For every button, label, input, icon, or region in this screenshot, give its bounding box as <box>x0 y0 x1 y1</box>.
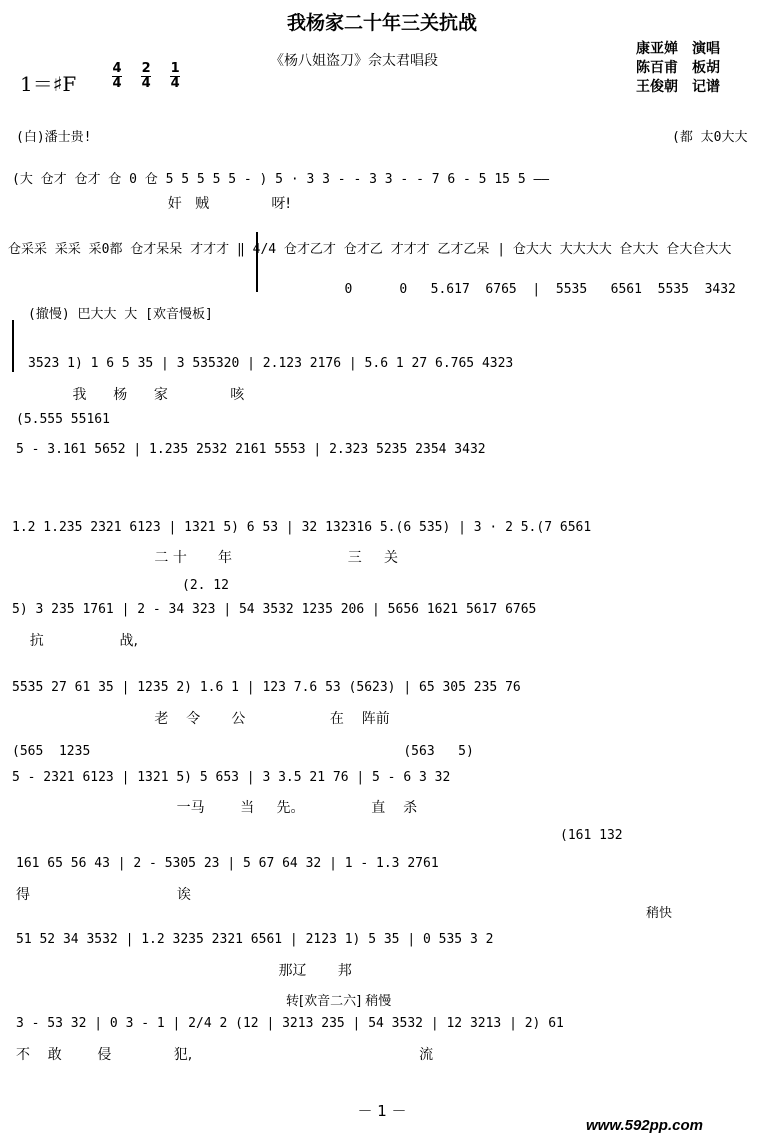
ornament-row-4: (5.555 55161 <box>16 412 110 427</box>
system-bracket <box>12 320 14 372</box>
lyric-row-6: 抗 战, <box>12 633 138 649</box>
score-row-2a: 仓采采 采采 采0都 仓才呆呆 才才才 ‖ 4/4 仓才乙才 仓才乙 才才才 乙才乙呆 | 仓大大 大大大大 仺大大 仺大仺大大 <box>8 242 732 257</box>
score-row-8: 5 - 2321 6123 | 1321 5) 5 653 | 3 3.5 21 76 | 5 - 6 3 32 <box>12 770 451 785</box>
credit-banhu: 陈百甫 板胡 <box>636 60 720 76</box>
score-row-11: 3 - 53 32 | 0 3 - 1 | 2/4 2 (12 | 3213 235 | 54 3532 | 12 3213 | 2) 61 <box>16 1016 564 1031</box>
time-signatures <box>112 62 194 91</box>
score-row-1: (大 仓才 仓才 仓 0 仓 5 5 5 5 5 - ) 5 · 3 3 - - 3 3 - - 7 6 - 5 15 5 —— <box>12 172 550 187</box>
key-signature: 1＝♯F <box>20 72 77 96</box>
meter-1-4: $\frac{1}{4}$ <box>170 61 180 91</box>
spoken-line: (白)潘士贵! <box>16 130 92 145</box>
meter-2-4: $\frac{2}{4}$ <box>141 61 151 91</box>
lyric-row-7: 老 令 公 在 阵前 <box>12 711 390 727</box>
lyric-row-3: 我 杨 家 咳 <box>28 387 245 403</box>
percussion-pickup: (都 太0大大 <box>672 130 748 145</box>
mode-change: 转[欢音二六] 稍慢 <box>286 994 392 1009</box>
lyric-row-10: 那辽 邦 <box>16 963 352 979</box>
score-row-9: 161 65 56 43 | 2 - 5305 23 | 5 67 64 32 | 1 - 1.3 2761 <box>16 856 439 871</box>
tempo-marking: (撤慢) 巴大大 大 [欢音慢板] <box>28 307 213 322</box>
ending-marker: (2. 12 <box>182 578 229 593</box>
score-row-10: 51 52 34 3532 | 1.2 3235 2321 6561 | 2123 1) 5 35 | 0 535 3 2 <box>16 932 494 947</box>
ornament-row-9: (161 132 <box>560 828 623 843</box>
page-number: － 1 － <box>357 1102 407 1120</box>
tempo-faster: 稍快 <box>646 906 673 921</box>
website-watermark: www.592pp.com <box>586 1117 703 1134</box>
lyric-row-9: 得 诶 <box>16 887 191 903</box>
score-row-7: 5535 27 61 35 | 1235 2) 1.6 1 | 123 7.6 53 (5623) | 65 305 235 76 <box>12 680 521 695</box>
subtitle: 《杨八姐盗刀》佘太君唱段 <box>270 53 438 69</box>
lyric-row-8: 一马 当 先。 直 杀 <box>12 800 418 816</box>
credits <box>636 40 720 97</box>
lyric-row-1: 奸 贼 呀! <box>12 196 292 212</box>
score-row-4: 5 - 3.161 5652 | 1.235 2532 2161 5553 | 2.323 5235 2354 3432 <box>16 442 486 457</box>
score-row-5: 1.2 1.235 2321 6123 | 1321 5) 6 53 | 32 132316 5.(6 535) | 3 · 2 5.(7 6561 <box>12 520 592 535</box>
score-row-3: 3523 1) 1 6 5 35 | 3 535320 | 2.123 2176 | 5.6 1 27 6.765 4323 <box>28 356 514 371</box>
credit-singer: 康亚婵 演唱 <box>636 41 720 57</box>
lyric-row-11: 不 敢 侵 犯, 流 <box>16 1047 434 1063</box>
ornament-row-8: (565 1235 (563 5) <box>12 744 474 759</box>
lyric-row-5: 二 十 年 三 关 <box>12 550 398 566</box>
credit-notation: 王俊朝 记谱 <box>636 79 720 95</box>
page-title: 我杨家二十年三关抗战 <box>286 12 477 34</box>
meter-4-4: $\frac{4}{4}$ <box>112 61 122 91</box>
score-row-2b: 0 0 5.617 6765 | 5535 6561 5535 3432 <box>8 282 736 297</box>
score-row-6: 5) 3 235 1761 | 2 - 34 323 | 54 3532 1235 206 | 5656 1621 5617 6765 <box>12 602 537 617</box>
